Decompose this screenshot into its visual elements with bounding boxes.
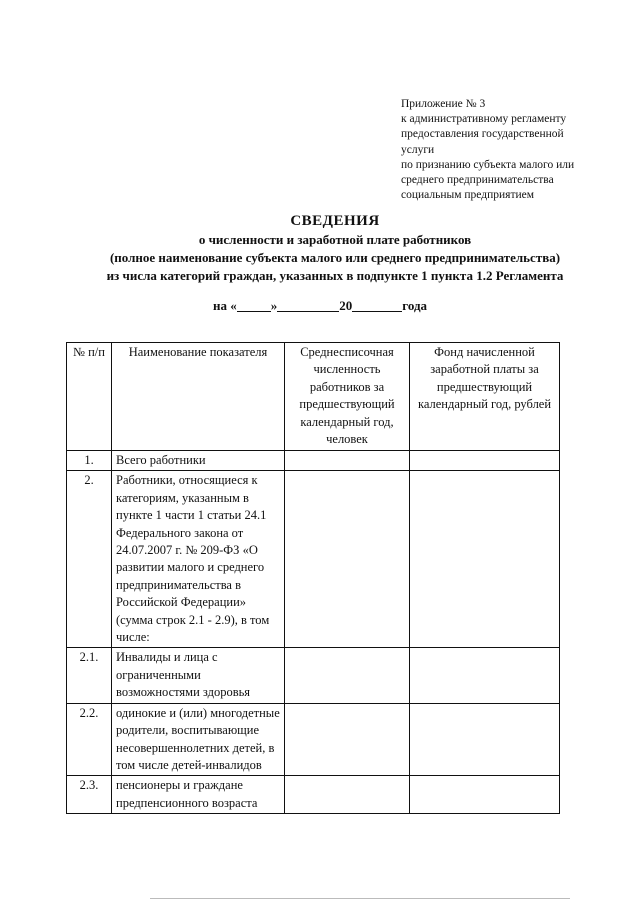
- header-num: № п/п: [67, 343, 112, 451]
- wage-fund-cell[interactable]: [410, 703, 560, 776]
- document-title: СВЕДЕНИЯ: [290, 213, 380, 229]
- avg-headcount-cell[interactable]: [285, 776, 410, 814]
- table-row: [67, 648, 560, 703]
- date-prefix: на «: [212, 298, 237, 313]
- table-row: [67, 471, 560, 648]
- scan-edge-line: [150, 898, 570, 899]
- avg-headcount-cell[interactable]: [285, 648, 410, 703]
- annex-line: предоставления государственной: [401, 128, 564, 141]
- row-label: пенсионеры и граждане предпенсионного возраста: [112, 776, 285, 814]
- annex-line: к административному регламенту: [401, 113, 567, 126]
- annex-line: Приложение № 3: [401, 98, 486, 110]
- row-number: 2.3.: [67, 776, 112, 814]
- wage-fund-cell[interactable]: [410, 776, 560, 814]
- year-blank[interactable]: [352, 297, 402, 312]
- header-wage-fund: Фонд начисленной заработной платы за предшествующий календарный год, рублей: [410, 343, 560, 451]
- avg-headcount-cell[interactable]: [285, 703, 410, 776]
- row-number: 1.: [67, 451, 112, 471]
- row-label: одинокие и (или) многодетные родители, воспитывающие несовершеннолетних детей, в том числе детей-инвалидов: [112, 703, 285, 776]
- row-number: 2.1.: [67, 648, 112, 703]
- avg-headcount-cell[interactable]: [285, 451, 410, 471]
- table-row: [67, 776, 560, 814]
- annex-line: социальным предприятием: [401, 189, 535, 202]
- table-row: [67, 703, 560, 776]
- row-label: Всего работники: [112, 451, 285, 471]
- date-mid: »: [270, 298, 278, 313]
- header-name: Наименование показателя: [112, 343, 285, 451]
- annex-line: по признанию субъекта малого или: [401, 158, 575, 171]
- table-row: [67, 451, 560, 471]
- annex-line: услуги: [401, 143, 435, 156]
- date-suffix: года: [402, 298, 428, 313]
- row-number: 2.: [67, 471, 112, 648]
- avg-headcount-cell[interactable]: [285, 471, 410, 648]
- heading-subtitle: о численности и заработной плате работников: [198, 232, 472, 247]
- heading-categories: из числа категорий граждан, указанных в подпункте 1 пункта 1.2 Регламента: [106, 268, 564, 283]
- annex-block: [401, 97, 626, 203]
- heading-org-placeholder: (полное наименование субъекта малого или среднего предпринимательства): [109, 250, 561, 265]
- wage-fund-cell[interactable]: [410, 648, 560, 703]
- header-avg-headcount: Среднесписочная численность работников за предшествующий календарный год, человек: [285, 343, 410, 451]
- row-label: Работники, относящиеся к категориям, указанным в пункте 1 части 1 статьи 24.1 Федерального закона от 24.07.2007 г. № 209-ФЗ «О развитии малого и среднего предпринимательства в Российской Федерации» (сумма строк 2.1 - 2.9), в том числе:: [112, 471, 285, 648]
- month-blank[interactable]: [277, 297, 339, 312]
- row-number: 2.2.: [67, 703, 112, 776]
- day-blank[interactable]: [237, 297, 271, 312]
- table-header-row: [67, 343, 560, 451]
- document-heading: [40, 212, 630, 285]
- report-date-line: [0, 297, 640, 314]
- staff-table: [66, 342, 560, 814]
- wage-fund-cell[interactable]: [410, 451, 560, 471]
- row-label: Инвалиды и лица с ограниченными возможностями здоровья: [112, 648, 285, 703]
- annex-line: среднего предпринимательства: [401, 174, 554, 187]
- year-prefix: 20: [339, 298, 353, 313]
- wage-fund-cell[interactable]: [410, 471, 560, 648]
